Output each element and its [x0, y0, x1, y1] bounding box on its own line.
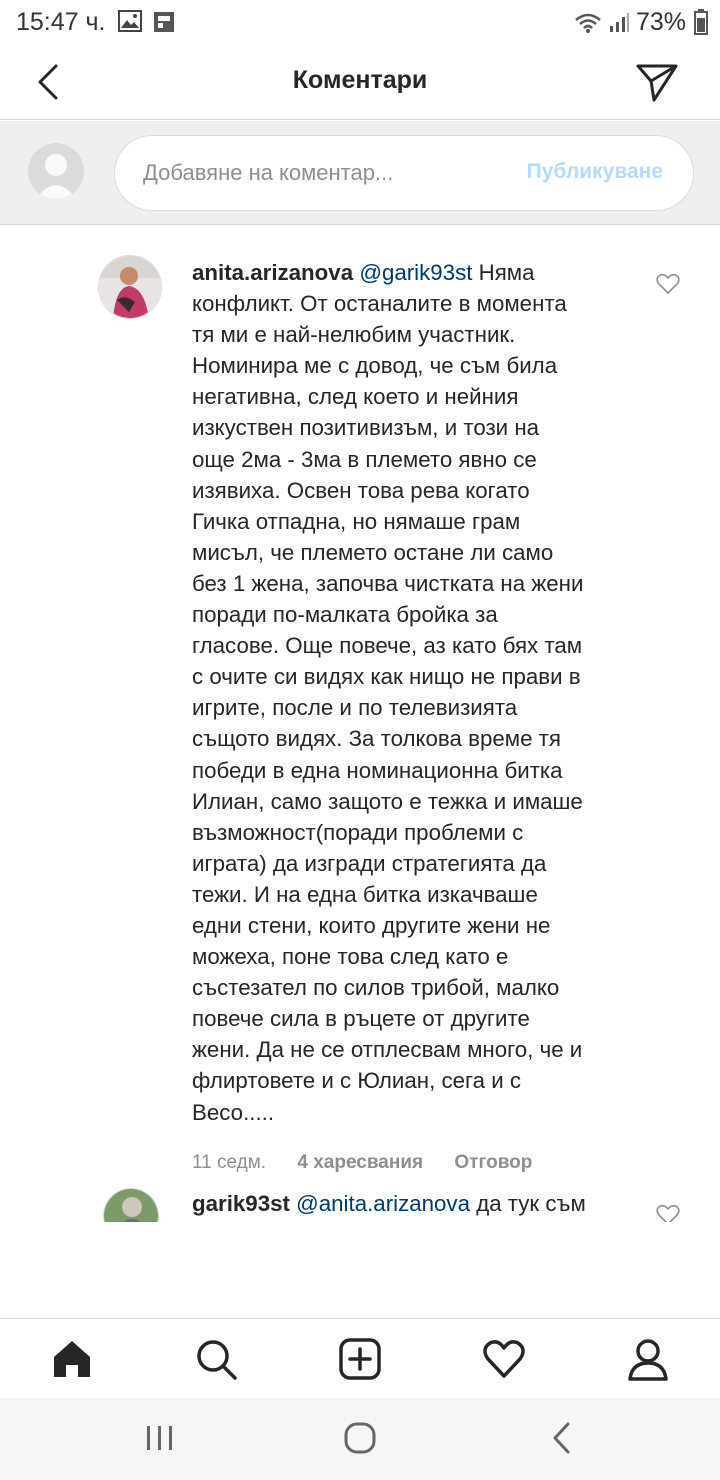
avatar[interactable]: [98, 255, 162, 319]
comment-box: [114, 135, 694, 211]
gallery-icon: [152, 10, 176, 39]
tab-profile[interactable]: [626, 1337, 670, 1381]
avatar: [28, 143, 84, 199]
publish-button[interactable]: Публикуване: [526, 160, 663, 183]
home-circle-icon: [342, 1420, 378, 1456]
comment-line: Весо.....: [192, 1099, 275, 1125]
comment-line: изявиха. Освен това рева когато: [192, 477, 530, 503]
comment-composer: [0, 121, 720, 225]
comment-line: повече сила в ръцете от другите: [192, 1006, 530, 1032]
user-photo-icon: [99, 256, 162, 319]
search-icon: [194, 1337, 238, 1381]
comment-line: играта) да изгради стратегията да: [192, 850, 547, 876]
comment-line: с очите си видях как нищо не прави в: [192, 664, 581, 690]
bottom-tab-bar: [0, 1318, 720, 1398]
heart-outline-icon: [656, 1204, 680, 1222]
comment-line: конфликт. От останалите в момента: [192, 291, 567, 317]
comment-username[interactable]: anita.arizanova: [192, 260, 354, 285]
system-navigation-bar: [0, 1398, 720, 1480]
tab-search[interactable]: [194, 1337, 238, 1381]
image-icon: [118, 10, 142, 37]
user-photo-icon: [104, 1189, 159, 1222]
back-icon: [548, 1420, 576, 1456]
heart-outline-icon: [656, 273, 680, 295]
comment-item: [0, 1186, 720, 1222]
comment-line: [192, 257, 632, 288]
comment-line: едни стени, които другите жени не: [192, 912, 551, 938]
system-home-button[interactable]: [342, 1420, 378, 1456]
comment-line: поради по-малката бройка за: [192, 602, 498, 628]
avatar-placeholder-icon: [28, 143, 84, 199]
comment-line: негативна, след което и нейния: [192, 384, 519, 410]
comment-age: 11 седм.: [192, 1152, 267, 1173]
tab-new-post[interactable]: [338, 1337, 382, 1381]
comment-input[interactable]: [143, 136, 503, 210]
comment-line: мисъл, че племето остане ли само: [192, 539, 554, 565]
comment-mention[interactable]: @garik93st: [359, 260, 473, 285]
avatar[interactable]: [103, 1188, 159, 1222]
comment-line: без 1 жена, започва чистката на жени: [192, 570, 584, 596]
comment-line: Гичка отпадна, но нямаше грам: [192, 508, 521, 534]
direct-send-icon: [632, 60, 682, 104]
comment-line: състезател по силов трибой, малко: [192, 975, 560, 1001]
comment-line: игрите, после и по телевизията: [192, 695, 518, 721]
reply-button[interactable]: Отговор: [454, 1152, 533, 1173]
comment-likes[interactable]: 4 харесвания: [297, 1152, 424, 1173]
comment-meta: [192, 1152, 558, 1174]
comment-line: още 2ма - 3ма в племето явно се: [192, 446, 537, 472]
direct-send-button[interactable]: [632, 60, 682, 104]
status-bar: [0, 0, 720, 44]
recents-button[interactable]: [144, 1420, 176, 1456]
comment-line: Номинира ме с довод, че съм била: [192, 353, 558, 379]
comment-line-text: Няма: [478, 260, 535, 285]
add-post-icon: [338, 1337, 382, 1381]
comment-username[interactable]: garik93st: [192, 1191, 290, 1216]
signal-icon: [608, 12, 630, 39]
comment-line: същото видях. За толкова време тя: [192, 726, 561, 752]
like-button[interactable]: [656, 273, 680, 295]
comment-line: победи в една номинационна битка: [192, 757, 563, 783]
comment-text: [192, 257, 632, 1128]
comment-line: Илиан, само защото е тежка и имаше: [192, 788, 583, 814]
status-time: 15:47 ч.: [16, 8, 106, 36]
activity-heart-icon: [482, 1337, 526, 1381]
comment-text: [192, 1188, 652, 1219]
comment-line: можеха, поне това след като е: [192, 944, 509, 970]
battery-icon: [694, 9, 708, 40]
comment-line: флиртовете и с Юлиан, сега и с: [192, 1068, 522, 1094]
header: [0, 44, 720, 120]
home-icon: [50, 1337, 94, 1381]
battery-percentage: 73%: [635, 8, 686, 36]
comment-line: жени. Да не се отплесвам много, че и: [192, 1037, 583, 1063]
comment-line: тя ми е най-нелюбим участник.: [192, 322, 516, 348]
tab-home[interactable]: [50, 1337, 94, 1381]
comment-line-text: да тук съм: [476, 1191, 586, 1216]
comment-line: изкуствен позитивизъм, и този на: [192, 415, 540, 441]
comment-line: гласове. Още повече, аз като бях там: [192, 633, 583, 659]
comment-mention[interactable]: @anita.arizanova: [296, 1191, 470, 1216]
tab-activity[interactable]: [482, 1337, 526, 1381]
comment-line: тежи. И на една битка изкачваше: [192, 881, 538, 907]
comment-line: възможност(поради проблеми с: [192, 819, 524, 845]
wifi-icon: [574, 12, 602, 39]
like-button[interactable]: [656, 1204, 680, 1222]
profile-icon: [626, 1337, 670, 1381]
recents-icon: [144, 1420, 176, 1456]
page-title: Коментари: [292, 66, 428, 94]
system-back-button[interactable]: [548, 1420, 576, 1456]
